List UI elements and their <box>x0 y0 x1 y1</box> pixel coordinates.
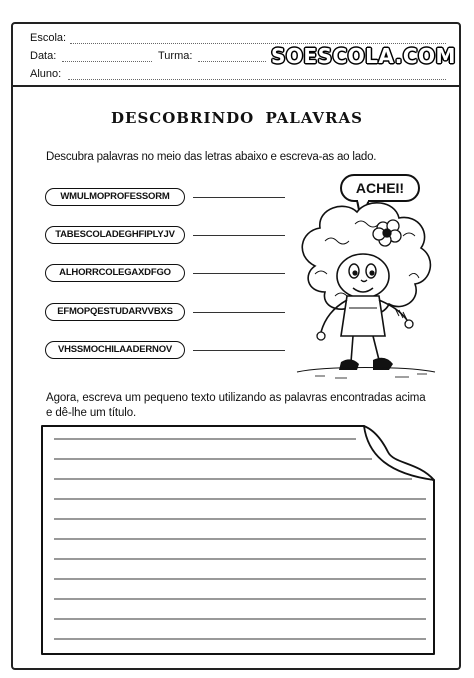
answer-line-5[interactable] <box>193 350 285 351</box>
writing-paper <box>38 422 440 658</box>
letter-string-1: WMULMOPROFESSORM <box>45 188 185 206</box>
date-label: Data: <box>30 50 57 62</box>
student-label: Aluno: <box>30 68 62 80</box>
letter-string-3: ALHORRCOLEGAXDFGO <box>45 264 185 282</box>
instruction-text: Descubra palavras no meio das letras abaixo e escreva-as ao lado. <box>46 151 377 163</box>
student-field[interactable] <box>68 79 446 80</box>
date-field[interactable] <box>62 61 152 62</box>
letter-string-2: TABESCOLADEGHFIPLYJV <box>45 226 185 244</box>
answer-line-2[interactable] <box>193 235 285 236</box>
site-logo: SOESCOLA.COM <box>271 44 456 68</box>
worksheet-title: DESCOBRINDO PALAVRAS <box>111 109 363 127</box>
class-label: Turma: <box>158 50 193 62</box>
letter-string-5: VHSSMOCHILAADERNOV <box>45 341 185 359</box>
writing-instruction: Agora, escreva um pequeno texto utilizando as palavras encontradas acima e dê-lhe um título. <box>46 392 426 419</box>
girl-illustration-icon <box>285 196 445 386</box>
header-divider <box>11 85 461 87</box>
class-field[interactable] <box>198 61 266 62</box>
answer-line-4[interactable] <box>193 312 285 313</box>
school-label: Escola: <box>30 32 67 44</box>
letter-string-4: EFMOPQESTUDARVVBXS <box>45 303 185 321</box>
speech-bubble: ACHEI! <box>340 174 420 202</box>
answer-line-1[interactable] <box>193 197 285 198</box>
answer-line-3[interactable] <box>193 273 285 274</box>
